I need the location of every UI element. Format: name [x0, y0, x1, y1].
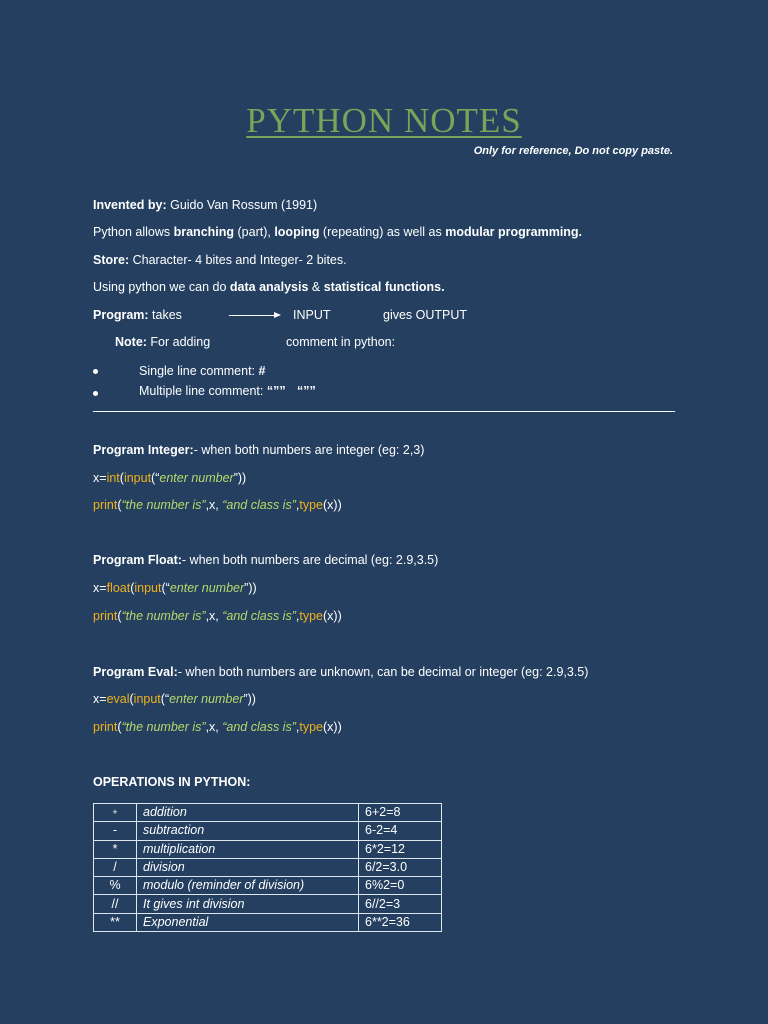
code-string: enter number [159, 471, 234, 485]
code-keyword: print [93, 609, 118, 623]
code-string: enter number [169, 692, 244, 706]
code-assign-line [93, 471, 246, 485]
code-string: “the number is” [121, 498, 206, 512]
note-comment: comment in python: [286, 335, 396, 349]
code-text: , [295, 609, 300, 623]
program-heading: Program Integer: [93, 443, 194, 457]
program-heading: Program Eval: [93, 665, 178, 679]
allows-text: (repeating) as well as [319, 225, 446, 239]
code-text: (“ [161, 581, 170, 595]
code-text: ”)) [244, 581, 257, 595]
operator-example: 6/2=3.0 [359, 858, 442, 876]
code-text: x= [93, 581, 107, 595]
operator-description: division [137, 858, 359, 876]
operator-example: 6*2=12 [359, 840, 442, 858]
code-text: ( [117, 720, 122, 734]
code-keyword: type [299, 498, 323, 512]
invented-label: Invented by: [93, 198, 167, 212]
code-keyword: print [93, 498, 118, 512]
code-text: ”)) [233, 471, 247, 485]
code-text: ( [129, 692, 134, 706]
program-heading-line [93, 665, 588, 679]
page-subtitle: Only for reference, Do not copy paste. [473, 145, 673, 157]
operator-example: 6//2=3 [359, 895, 442, 913]
table-row [94, 822, 442, 840]
note-value: For adding [146, 335, 211, 349]
program-desc: - when both numbers are integer (eg: 2,3) [193, 443, 425, 457]
operator-symbol: % [94, 877, 137, 895]
code-string: “and class is” [222, 609, 296, 623]
allows-line [93, 225, 582, 239]
note-label: Note: [115, 335, 147, 349]
program-output: gives OUTPUT [383, 308, 468, 322]
using-statistical: statistical functions. [323, 280, 445, 294]
code-text: (x)) [323, 609, 342, 623]
table-row [94, 840, 442, 858]
table-row [94, 913, 442, 931]
table-row [94, 877, 442, 895]
program-heading: Program Float: [93, 553, 182, 567]
program-desc: - when both numbers are decimal (eg: 2.9,3.5) [181, 553, 439, 567]
code-print-line [93, 720, 342, 734]
operator-example: 6+2=8 [359, 804, 442, 822]
operator-example: 6-2=4 [359, 822, 442, 840]
code-keyword: float [106, 581, 131, 595]
program-label: Program: [93, 308, 149, 322]
invented-value: Guido Van Rossum (1991) [166, 198, 318, 212]
allows-modular: modular programming. [445, 225, 583, 239]
code-text: ( [117, 609, 122, 623]
operator-description: modulo (reminder of division) [137, 877, 359, 895]
operator-description: Exponential [137, 913, 359, 931]
code-text: x= [93, 692, 107, 706]
hash-symbol: # [258, 364, 266, 378]
triple-quote-symbol: “”” “”” [266, 384, 316, 398]
code-assign-line [93, 692, 256, 706]
operator-example: 6**2=36 [359, 913, 442, 931]
using-data-analysis: data analysis [229, 280, 309, 294]
code-print-line [93, 498, 342, 512]
store-line [93, 253, 347, 267]
operations-heading [93, 775, 250, 789]
code-keyword: input [133, 692, 161, 706]
operator-symbol: * [94, 840, 137, 858]
allows-text: (part), [234, 225, 275, 239]
code-text: ( [117, 498, 122, 512]
multi-comment-text: Multiple line comment: [139, 384, 267, 398]
right-arrow-icon [229, 315, 279, 316]
code-assign-line [93, 581, 257, 595]
operator-description: multiplication [137, 840, 359, 858]
operator-description: It gives int division [137, 895, 359, 913]
code-text: x= [93, 471, 107, 485]
code-text: , [295, 720, 300, 734]
operations-table [93, 803, 442, 932]
bullet-icon [93, 391, 98, 396]
operator-symbol: ** [94, 913, 137, 931]
operator-symbol: // [94, 895, 137, 913]
program-desc: - when both numbers are unknown, can be decimal or integer (eg: 2.9,3.5) [177, 665, 589, 679]
code-string: “and class is” [222, 720, 296, 734]
allows-text: Python allows [93, 225, 174, 239]
code-keyword: input [134, 581, 162, 595]
operations-heading-text: OPERATIONS IN PYTHON: [93, 775, 251, 789]
single-comment-line [139, 364, 265, 378]
code-text: ”)) [243, 692, 256, 706]
program-line [93, 308, 182, 322]
code-keyword: input [123, 471, 152, 485]
code-text: (“ [151, 471, 160, 485]
store-value: Character- 4 bites and Integer- 2 bites. [129, 253, 347, 267]
note-line [115, 335, 210, 349]
table-row [94, 804, 442, 822]
code-print-line [93, 609, 342, 623]
single-comment-text: Single line comment: [139, 364, 259, 378]
allows-branching: branching [173, 225, 235, 239]
code-keyword: int [106, 471, 120, 485]
operator-symbol: + [94, 804, 137, 822]
invented-line [93, 198, 317, 212]
table-row [94, 895, 442, 913]
operator-description: subtraction [137, 822, 359, 840]
store-label: Store: [93, 253, 130, 267]
operator-description: addition [137, 804, 359, 822]
program-takes: takes [148, 308, 182, 322]
multi-comment-line [139, 384, 316, 398]
program-heading-line [93, 553, 438, 567]
using-line [93, 280, 445, 294]
table-row [94, 858, 442, 876]
using-text: & [308, 280, 324, 294]
code-string: “the number is” [121, 609, 206, 623]
code-text: ( [130, 581, 135, 595]
operator-symbol: - [94, 822, 137, 840]
code-string: “and class is” [222, 498, 296, 512]
code-keyword: eval [106, 692, 130, 706]
code-text: ,x, [205, 720, 223, 734]
code-keyword: type [299, 609, 323, 623]
code-text: ( [119, 471, 124, 485]
bullet-icon [93, 369, 98, 374]
code-text: ,x, [205, 498, 223, 512]
operator-example: 6%2=0 [359, 877, 442, 895]
using-text: Using python we can do [93, 280, 230, 294]
code-text: , [295, 498, 300, 512]
code-string: enter number [169, 581, 245, 595]
program-input: INPUT [293, 308, 331, 322]
divider [93, 411, 675, 412]
code-text: ,x, [205, 609, 223, 623]
code-text: (x)) [323, 720, 342, 734]
program-heading-line [93, 443, 424, 457]
page-title: PYTHON NOTES [246, 101, 522, 140]
operator-symbol: / [94, 858, 137, 876]
allows-looping: looping [274, 225, 320, 239]
code-keyword: print [93, 720, 118, 734]
code-string: “the number is” [121, 720, 206, 734]
code-keyword: type [299, 720, 323, 734]
code-text: (x)) [323, 498, 342, 512]
code-text: (“ [160, 692, 170, 706]
